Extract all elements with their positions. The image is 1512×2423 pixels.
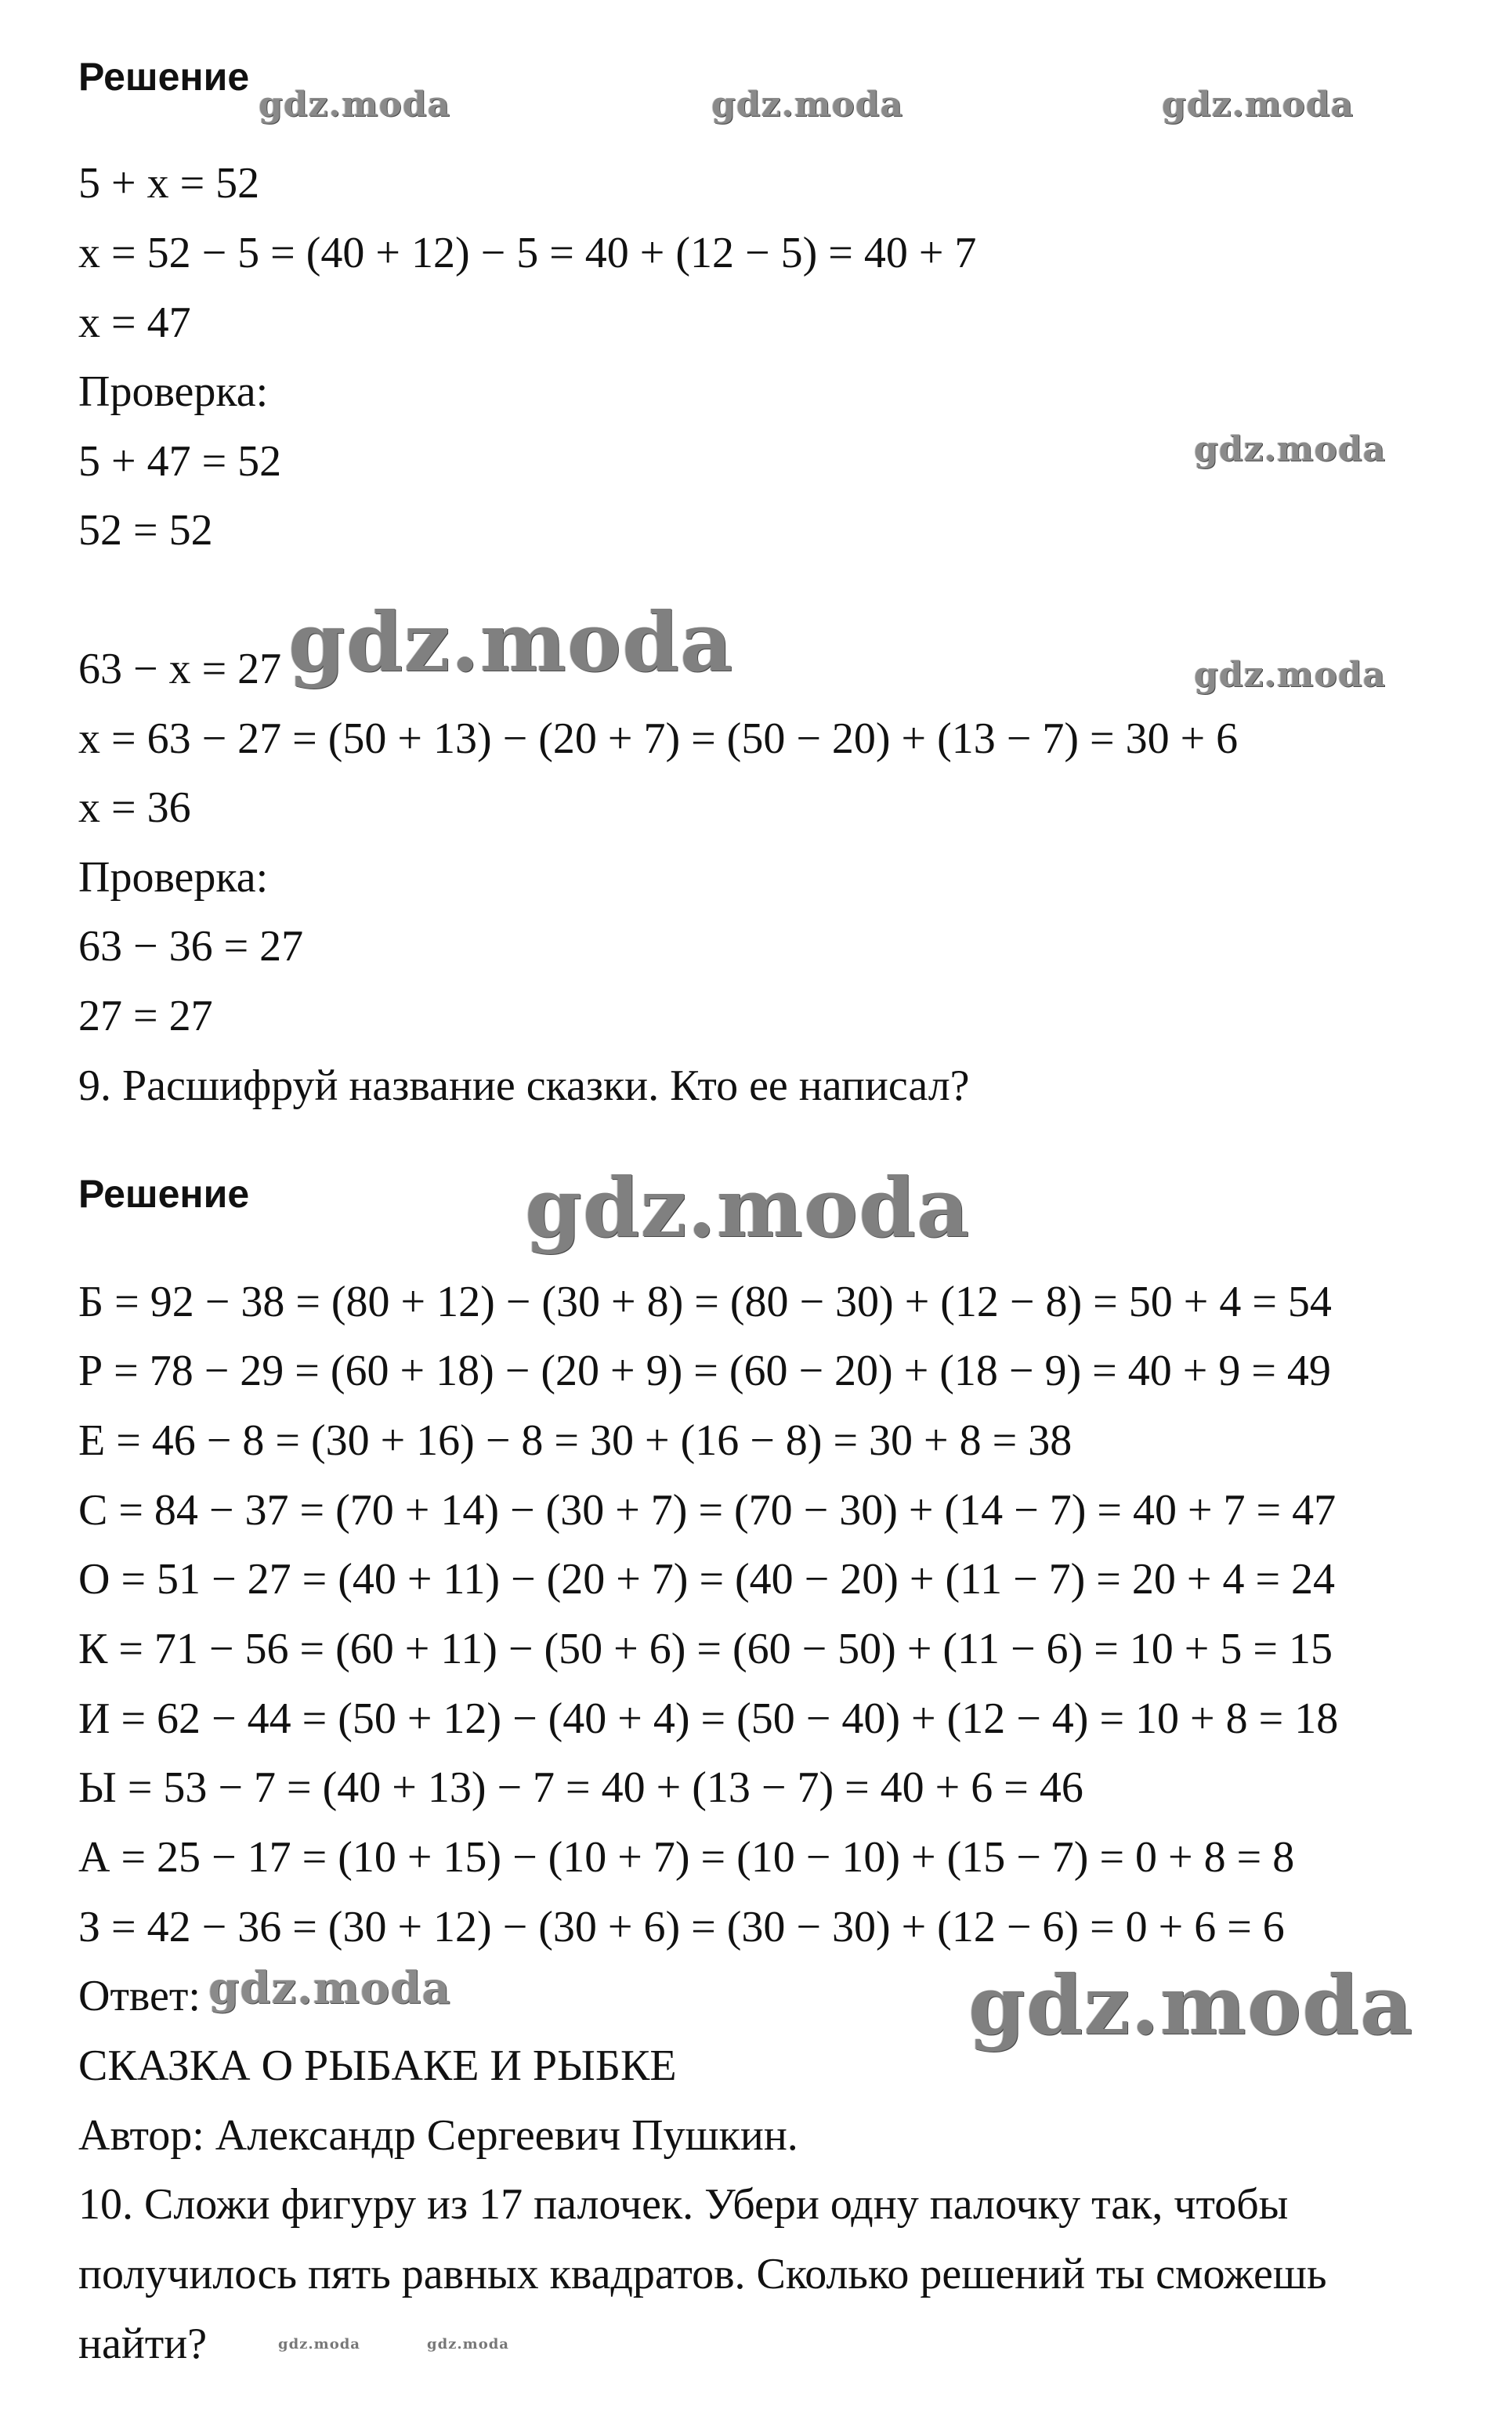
answer-title: СКАЗКА О РЫБАКЕ И РЫБКЕ xyxy=(78,2041,677,2090)
equation-line: x = 63 − 27 = (50 + 13) − (20 + 7) = (50 − 20) + (13 − 7) = 30 + 6 xyxy=(78,714,1239,763)
watermark: gdz.moda xyxy=(288,594,734,690)
watermark: gdz.moda xyxy=(525,1159,971,1256)
equation-line: x = 47 xyxy=(78,298,191,347)
cipher-row: Е = 46 − 8 = (30 + 16) − 8 = 30 + (16 − 8) = 30 + 8 = 38 xyxy=(78,1416,1073,1465)
task-10-line: найти? xyxy=(78,2320,208,2368)
check-label: Проверка: xyxy=(78,853,269,902)
equation-line: x = 36 xyxy=(78,783,191,832)
check-label: Проверка: xyxy=(78,367,269,416)
cipher-row: О = 51 − 27 = (40 + 11) − (20 + 7) = (40 − 20) + (11 − 7) = 20 + 4 = 24 xyxy=(78,1555,1336,1604)
watermark: gdz.moda xyxy=(278,2336,360,2352)
watermark: gdz.moda xyxy=(208,1962,451,2014)
equation-line: x = 52 − 5 = (40 + 12) − 5 = 40 + (12 − 5) = 40 + 7 xyxy=(78,229,977,277)
watermark: gdz.moda xyxy=(427,2336,509,2352)
answer-label: Ответ: xyxy=(78,1972,201,2020)
watermark: gdz.moda xyxy=(711,85,904,125)
task-10-line: получилось пять равных квадратов. Сколько решений ты сможешь xyxy=(78,2250,1327,2298)
cipher-row: К = 71 − 56 = (60 + 11) − (50 + 6) = (60 − 50) + (11 − 6) = 10 + 5 = 15 xyxy=(78,1625,1333,1673)
watermark: gdz.moda xyxy=(1162,85,1355,125)
check-line: 27 = 27 xyxy=(78,992,213,1040)
solution-heading: Решение xyxy=(78,1172,250,1216)
check-line: 52 = 52 xyxy=(78,506,213,555)
check-line: 63 − 36 = 27 xyxy=(78,922,304,971)
equation-line: 63 − x = 27 xyxy=(78,645,282,693)
watermark: gdz.moda xyxy=(1194,655,1387,695)
check-line: 5 + 47 = 52 xyxy=(78,437,282,486)
cipher-row: Б = 92 − 38 = (80 + 12) − (30 + 8) = (80 − 30) + (12 − 8) = 50 + 4 = 54 xyxy=(78,1278,1332,1326)
answer-author: Автор: Александр Сергеевич Пушкин. xyxy=(78,2111,798,2160)
cipher-row: И = 62 − 44 = (50 + 12) − (40 + 4) = (50 − 40) + (12 − 4) = 10 + 8 = 18 xyxy=(78,1694,1339,1743)
cipher-row: З = 42 − 36 = (30 + 12) − (30 + 6) = (30 − 30) + (12 − 6) = 0 + 6 = 6 xyxy=(78,1903,1285,1951)
cipher-row: Р = 78 − 29 = (60 + 18) − (20 + 9) = (60 − 20) + (18 − 9) = 40 + 9 = 49 xyxy=(78,1347,1331,1395)
watermark: gdz.moda xyxy=(1194,429,1387,469)
cipher-row: Ы = 53 − 7 = (40 + 13) − 7 = 40 + (13 − 7) = 40 + 6 = 46 xyxy=(78,1763,1083,1812)
watermark: gdz.moda xyxy=(968,1957,1414,2053)
task-10-line: 10. Сложи фигуру из 17 палочек. Убери одну палочку так, чтобы xyxy=(78,2180,1289,2229)
equation-line: 5 + x = 52 xyxy=(78,159,260,208)
watermark: gdz.moda xyxy=(259,85,451,125)
solution-heading: Решение xyxy=(78,55,250,99)
cipher-row: С = 84 − 37 = (70 + 14) − (30 + 7) = (70 − 30) + (14 − 7) = 40 + 7 = 47 xyxy=(78,1486,1337,1535)
task-9-title: 9. Расшифруй название сказки. Кто ее написал? xyxy=(78,1061,970,1110)
cipher-row: А = 25 − 17 = (10 + 15) − (10 + 7) = (10 − 10) + (15 − 7) = 0 + 8 = 8 xyxy=(78,1833,1295,1882)
